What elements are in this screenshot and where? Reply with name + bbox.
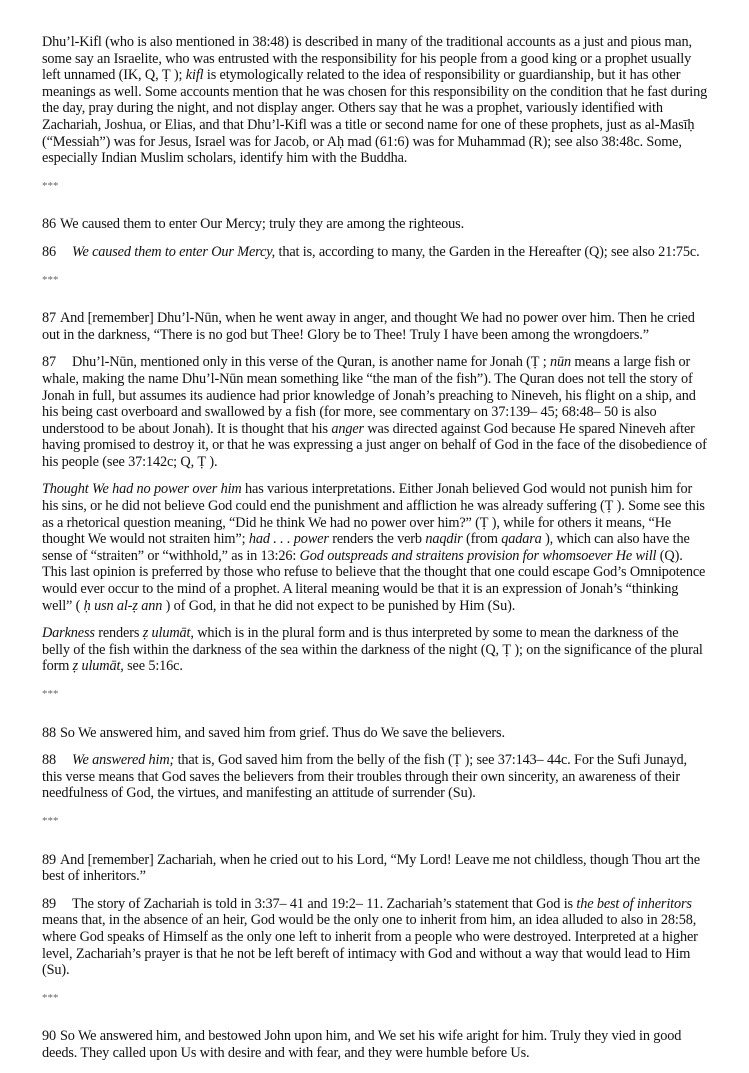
- verse-number: 87: [42, 310, 56, 327]
- commentary-89: [42, 896, 708, 979]
- commentary-86: [42, 244, 708, 261]
- section-separator: ***: [42, 814, 59, 827]
- text-run: The story of Zachariah is told in 3:37– 41 and 19:2– 11. Zachariah’s statement that God is: [72, 895, 577, 912]
- text-run: has various interpretations. Either Jonah believed God would not punish him for his sins, or he did not believe God could end the punishment and affliction he was already suffering (Ṭ ). Some see this as a rhetorical question meaning, “Did he think We had no power over him?” (Ṭ ), while for others it means, “He thought We would not straiten him”;: [42, 481, 705, 548]
- commentary-number: 88: [42, 752, 56, 769]
- italic-term: the best of inheritors: [576, 895, 692, 912]
- verse-text: We caused them to enter Our Mercy; truly they are among the righteous.: [60, 216, 465, 233]
- italic-term: anger: [331, 420, 364, 437]
- verse-86: [42, 216, 708, 233]
- italic-term: Thought We had no power over him: [42, 481, 242, 498]
- verse-text: So We answered him, and bestowed John upon him, and We set his wife aright for him. Truly they vied in good deeds. They called upon Us with desire and with fear, and they were humble before Us.: [42, 1028, 682, 1061]
- commentary-88: [42, 752, 708, 802]
- text-run: which is in the plural form and is thus interpreted by some to mean the darkness of the belly of the fish within the darkness of the sea within the darkness of the night (Q, Ṭ ); on the significance of the plural form: [42, 625, 703, 675]
- text-run: (Q). This last opinion is preferred by those who refuse to believe that the thought that one could escape God’s Omnipotence would ever occur to the mind of a prophet. A literal meaning would be that it is an expression of Jonah’s “thinking well” (: [42, 547, 706, 614]
- italic-term: nūn: [550, 354, 571, 371]
- verse-number: 89: [42, 851, 56, 868]
- verse-90: [42, 1028, 708, 1061]
- text-run: means a large fish or whale, making the name Dhu’l-Nūn mean something like “the man of the fish”). The Quran does not tell the story of Jonah in full, but assumes its audience had prior knowledge of Jonah’s preaching to Nineveh, his flight on a ship, and his being cast overboard and swallowed by a fish (for more, see commentary on 37:139– 45; 68:48– 50 is also understood to be about Jonah). It is thought that his: [42, 354, 696, 437]
- commentary-87: [42, 354, 708, 470]
- commentary-paragraph: [42, 34, 708, 167]
- text-run: that is, God saved him from the belly of the fish (Ṭ ); see 37:143– 44c. For the Sufi Junayd, this verse means that God saves the believers from their troubles through their own sincerity, an awareness of their needfulness of God, the virtues, and manifesting an attitude of surrender (Su).: [42, 752, 687, 802]
- text-run: renders: [94, 625, 143, 642]
- verse-number: 88: [42, 724, 56, 741]
- verse-number: 90: [42, 1028, 56, 1045]
- text-run: ), which can also have the sense of “straiten” or “withhold,” as in 13:26:: [42, 531, 690, 564]
- italic-term: God outspreads and straitens provision for whomsoever He will: [299, 547, 657, 564]
- section-separator: ***: [42, 688, 59, 700]
- section-separator: ***: [42, 179, 59, 192]
- verse-text: So We answered him, and saved him from grief. Thus do We save the believers.: [60, 724, 505, 741]
- text-run: (from: [462, 531, 502, 548]
- italic-term: Darkness: [42, 625, 95, 642]
- verse-number: 86: [42, 216, 56, 233]
- italic-term: We caused them to enter Our Mercy,: [72, 243, 276, 260]
- document-page: [42, 34, 708, 1073]
- italic-term: ḥ usn al-ẓ ann: [83, 597, 163, 614]
- verse-88: [42, 725, 708, 742]
- verse-text: And [remember] Zachariah, when he cried out to his Lord, “My Lord! Leave me not childless, though Thou art the best of inheritors.”: [42, 851, 700, 885]
- section-separator: ***: [42, 991, 59, 1004]
- text-run: ) of God, in that he did not expect to be punished by Him (Su).: [162, 597, 516, 614]
- commentary-number: 86: [42, 243, 56, 260]
- text-run: renders the verb: [328, 531, 426, 548]
- text-run: see 5:16c.: [123, 658, 183, 675]
- commentary-number: 87: [42, 354, 56, 371]
- text-run: is etymologically related to the idea of responsibility or guardianship, but it has other meanings as well. Some accounts mention that he was chosen for this responsibility on the condition that he fast during the day, pray during the night, and not display anger. Others say that he was a prophet, variously identified with Zachariah, Joshua, or Elias, and that Dhu’l-Kifl was a title or second name for one of these prophets, just as al-Masīḥ (“Messiah”) was for Jesus, Israel was for Jacob, or Aḥ mad (61:6) was for Muhammad (R); see also 38:48c. Some, especially Indian Muslim scholars, identify him with the Buddha.: [42, 67, 708, 167]
- commentary-paragraph: [42, 625, 708, 675]
- italic-term: ẓ ulumāt,: [72, 658, 124, 675]
- text-run: Dhu’l-Nūn, mentioned only in this verse of the Quran, is another name for Jonah (Ṭ ;: [72, 354, 550, 371]
- italic-term: kifl: [185, 67, 204, 84]
- text-run: means that, in the absence of an heir, God would be the only one to inherit from him, an idea alluded to also in 28:58, where God speaks of Himself as the only one left to inherit from a people who were destroyed. Interpreted at a higher level, Zachariah’s prayer is that he not be left bereft of intimacy with God and without a way that would lead to Him (Su).: [42, 912, 698, 979]
- italic-term: had . . . power: [248, 531, 329, 548]
- italic-term: qadara: [501, 531, 542, 548]
- italic-term: ẓ ulumāt,: [142, 625, 194, 642]
- italic-term: naqdir: [425, 531, 463, 548]
- verse-text: And [remember] Dhu’l-Nūn, when he went away in anger, and thought We had no power over him. Then he cried out in the darkness, “There is no god but Thee! Glory be to Thee! Truly I have been among the wrongdoers.”: [42, 310, 695, 343]
- text-run: Dhu’l-Kifl (who is also mentioned in 38:48) is described in many of the traditional accounts as a just and pious man, some say an Israelite, who was entrusted with the responsibility for his people from a good king or a prophet usually left unnamed (IK, Q, Ṭ );: [42, 34, 692, 84]
- commentary-number: 89: [42, 895, 56, 912]
- verse-89: [42, 852, 708, 885]
- text-run: that is, according to many, the Garden in the Hereafter (Q); see also 21:75c.: [275, 243, 700, 260]
- section-separator: ***: [42, 273, 59, 286]
- text-run: was directed against God because He spared Nineveh after having promised to destroy it, or that he was expressing a just anger on behalf of God in the face of the disobedience of his people (see 37:142c; Q, Ṭ ).: [42, 420, 707, 470]
- commentary-paragraph: [42, 481, 708, 614]
- verse-87: [42, 310, 708, 343]
- italic-term: We answered him;: [72, 752, 175, 769]
